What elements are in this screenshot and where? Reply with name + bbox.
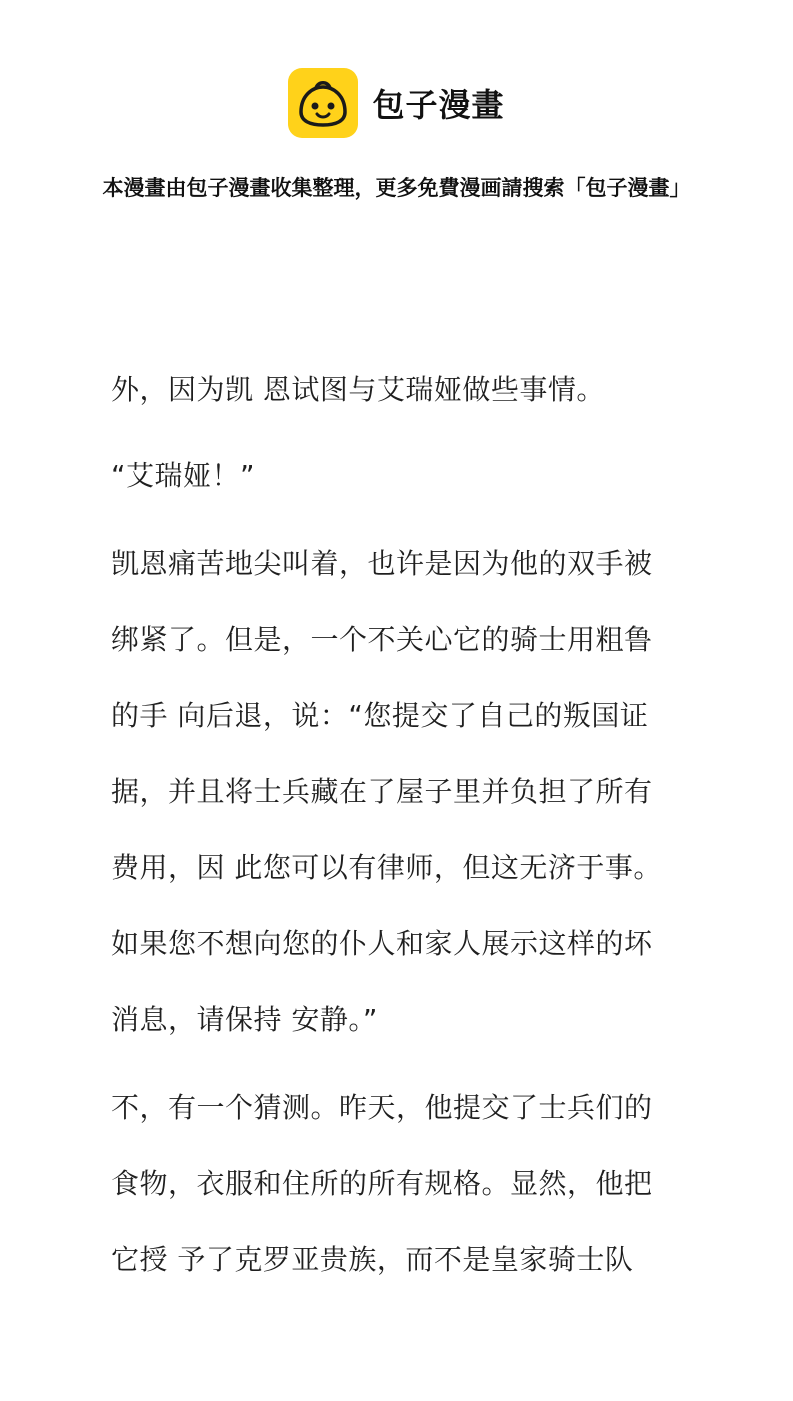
article-line: 消息，请保持 安静。” xyxy=(111,1003,378,1036)
brand-logo[interactable] xyxy=(288,68,504,138)
article-line: 它授 予了克罗亚贵族，而不是皇家骑士队 xyxy=(111,1243,634,1276)
article-line: 据，并且将士兵藏在了屋子里并负担了所有 xyxy=(111,775,653,808)
bun-mascot-icon xyxy=(288,68,358,138)
brand-name: 包子漫畫 xyxy=(372,86,505,124)
article-line: 费用，因 此您可以有律师，但这无济于事。 xyxy=(111,851,662,884)
source-notice: 本漫畫由包子漫畫收集整理，更多免費漫画請搜索「包子漫畫」 xyxy=(102,176,691,200)
article-line: 不，有一个猜测。昨天，他提交了士兵们的 xyxy=(111,1091,653,1124)
article-line: 的手 向后退，说：“您提交了自己的叛国证 xyxy=(111,699,649,732)
article-line: 食物，衣服和住所的所有规格。显然，他把 xyxy=(111,1167,653,1200)
article-line: 外，因为凯 恩试图与艾瑞娅做些事情。 xyxy=(111,373,605,406)
article-line: 如果您不想向您的仆人和家人展示这样的坏 xyxy=(111,927,653,960)
article-line: “艾瑞娅！” xyxy=(111,459,256,492)
site-header xyxy=(0,68,793,138)
article-line: 绑紧了。但是，一个不关心它的骑士用粗鲁 xyxy=(111,623,653,656)
article-line: 凯恩痛苦地尖叫着，也许是因为他的双手被 xyxy=(111,547,653,580)
